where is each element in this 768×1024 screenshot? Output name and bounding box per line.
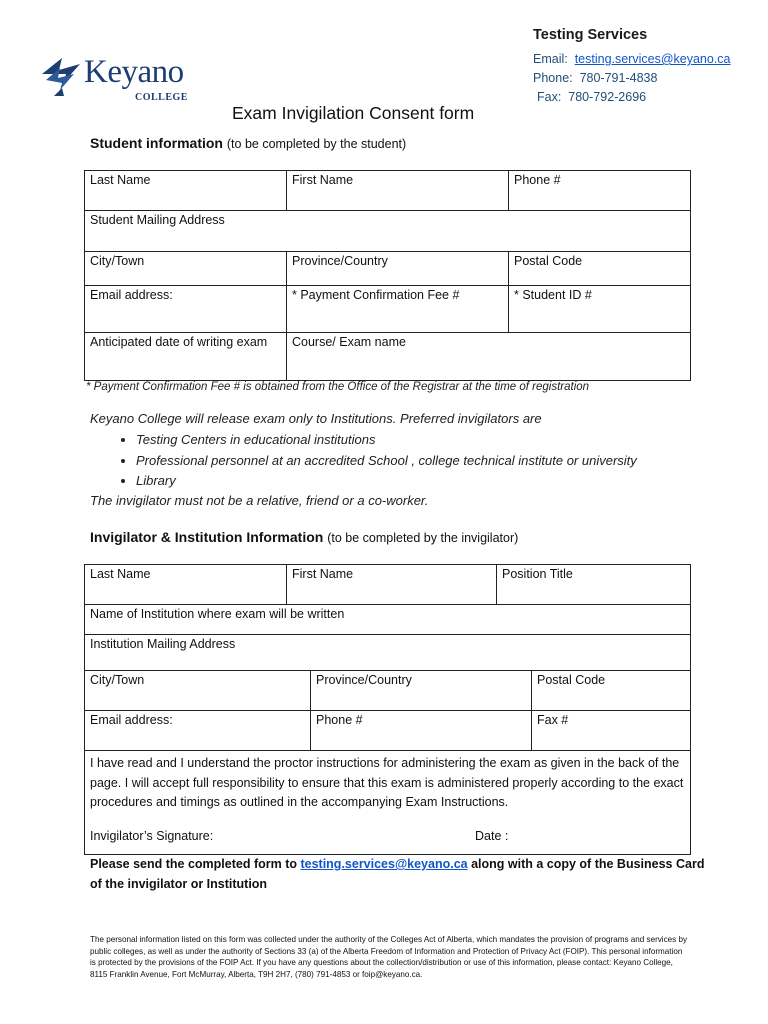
contact-email-link[interactable]: testing.services@keyano.ca [574,52,731,66]
send-text-after: along with a copy of the Business Card of the invigilator or Institution [90,857,705,891]
form-title: Exam Invigilation Consent form [232,103,475,123]
course-exam-name-field[interactable]: Course/ Exam name [287,333,691,381]
contact-phone-line [533,71,657,85]
contact-fax-line [537,90,646,104]
invigilator-heading-text: Invigilator & Institution Information [90,529,324,545]
student-city-field[interactable]: City/Town [85,252,287,286]
testing-services-title: Testing Services [533,27,648,43]
college-logo [40,52,200,108]
student-last-name-field[interactable]: Last Name [85,171,287,211]
not-relative-text: The invigilator must not be a relative, friend or a co-worker. [90,493,429,508]
contact-phone: 780-791-4838 [579,71,658,85]
list-item: • Testing Centers in educational institutions [136,430,637,451]
invigilator-postal-code-field[interactable]: Postal Code [532,671,691,711]
date-label[interactable]: Date : [475,828,509,843]
invigilator-types-list [108,430,637,492]
invigilator-email-field[interactable]: Email address: [85,711,311,751]
student-mailing-address-field[interactable]: Student Mailing Address [85,211,691,252]
invigilator-fax-field[interactable]: Fax # [532,711,691,751]
logo-name: Keyano [84,54,184,90]
send-text-before: Please send the completed form to [90,857,301,871]
payment-confirmation-field[interactable]: * Payment Confirmation Fee # [287,286,509,333]
institution-address-field[interactable]: Institution Mailing Address [85,635,691,671]
signature-row [90,827,685,847]
student-first-name-field[interactable]: First Name [287,171,509,211]
fax-label: Fax: [537,90,562,104]
institution-name-field[interactable]: Name of Institution where exam will be written [85,605,691,635]
student-id-field[interactable]: * Student ID # [509,286,691,333]
invigilator-position-field[interactable]: Position Title [497,565,691,605]
invigilator-section-heading [90,529,518,545]
logo-subtitle: COLLEGE [135,92,188,103]
list-item: • Professional personnel at an accredited School , college technical institute or university [136,451,637,472]
student-heading-note: (to be completed by the student) [226,137,407,151]
invigilator-phone-field[interactable]: Phone # [311,711,532,751]
release-text: Keyano College will release exam only to Institutions. Preferred invigilators are [90,411,542,426]
send-email-link[interactable]: testing.services@keyano.ca [300,857,468,871]
student-email-field[interactable]: Email address: [85,286,287,333]
list-item: • Library [136,471,637,492]
privacy-statement: The personal information listed on this form was collected under the authority of the Colleges Act of Alberta, which mandates the provision of programs and services by public colleges, as well as under the authority of Sections 33 (a) of the Alberta Freedom of Information and Protection of Privacy Act (FOIP). This personal information is protected by the provisions of the FOIP Act. If you have any questions about the collection/distribution or use of this information, please contact: Keyano College, 8115 Franklin Avenue, Fort McMurray, Alberta, T9H 2H7, (780) 791-4853 or foip@keyano.ca. [90,935,688,979]
invigilator-province-field[interactable]: Province/Country [311,671,532,711]
logo-mark-icon [40,56,82,102]
contact-email-line [533,52,731,66]
contact-fax: 780-792-2696 [568,90,647,104]
email-label: Email: [533,52,568,66]
student-info-table [84,170,691,381]
student-section-heading [90,135,406,151]
declaration-text: I have read and I understand the proctor instructions for administering the exam as given in the back of the page. I will accept full responsibility to ensure that this exam is administered properly according to the exact procedures and timings as outlined in the accompanying Exam Instructions. [90,756,684,809]
student-phone-field[interactable]: Phone # [509,171,691,211]
student-province-field[interactable]: Province/Country [287,252,509,286]
phone-label: Phone: [533,71,573,85]
declaration-cell [85,751,691,855]
invigilator-info-table [84,564,691,855]
invigilator-heading-note: (to be completed by the invigilator) [327,531,519,545]
send-instructions [90,854,710,894]
payment-note: * Payment Confirmation Fee # is obtained from the Office of the Registrar at the time of registration [86,381,590,393]
student-postal-code-field[interactable]: Postal Code [509,252,691,286]
invigilator-last-name-field[interactable]: Last Name [85,565,287,605]
invigilator-city-field[interactable]: City/Town [85,671,311,711]
student-heading-text: Student information [90,135,223,151]
invigilator-first-name-field[interactable]: First Name [287,565,497,605]
signature-label[interactable]: Invigilator’s Signature: [90,828,214,843]
exam-date-field[interactable]: Anticipated date of writing exam [85,333,287,381]
